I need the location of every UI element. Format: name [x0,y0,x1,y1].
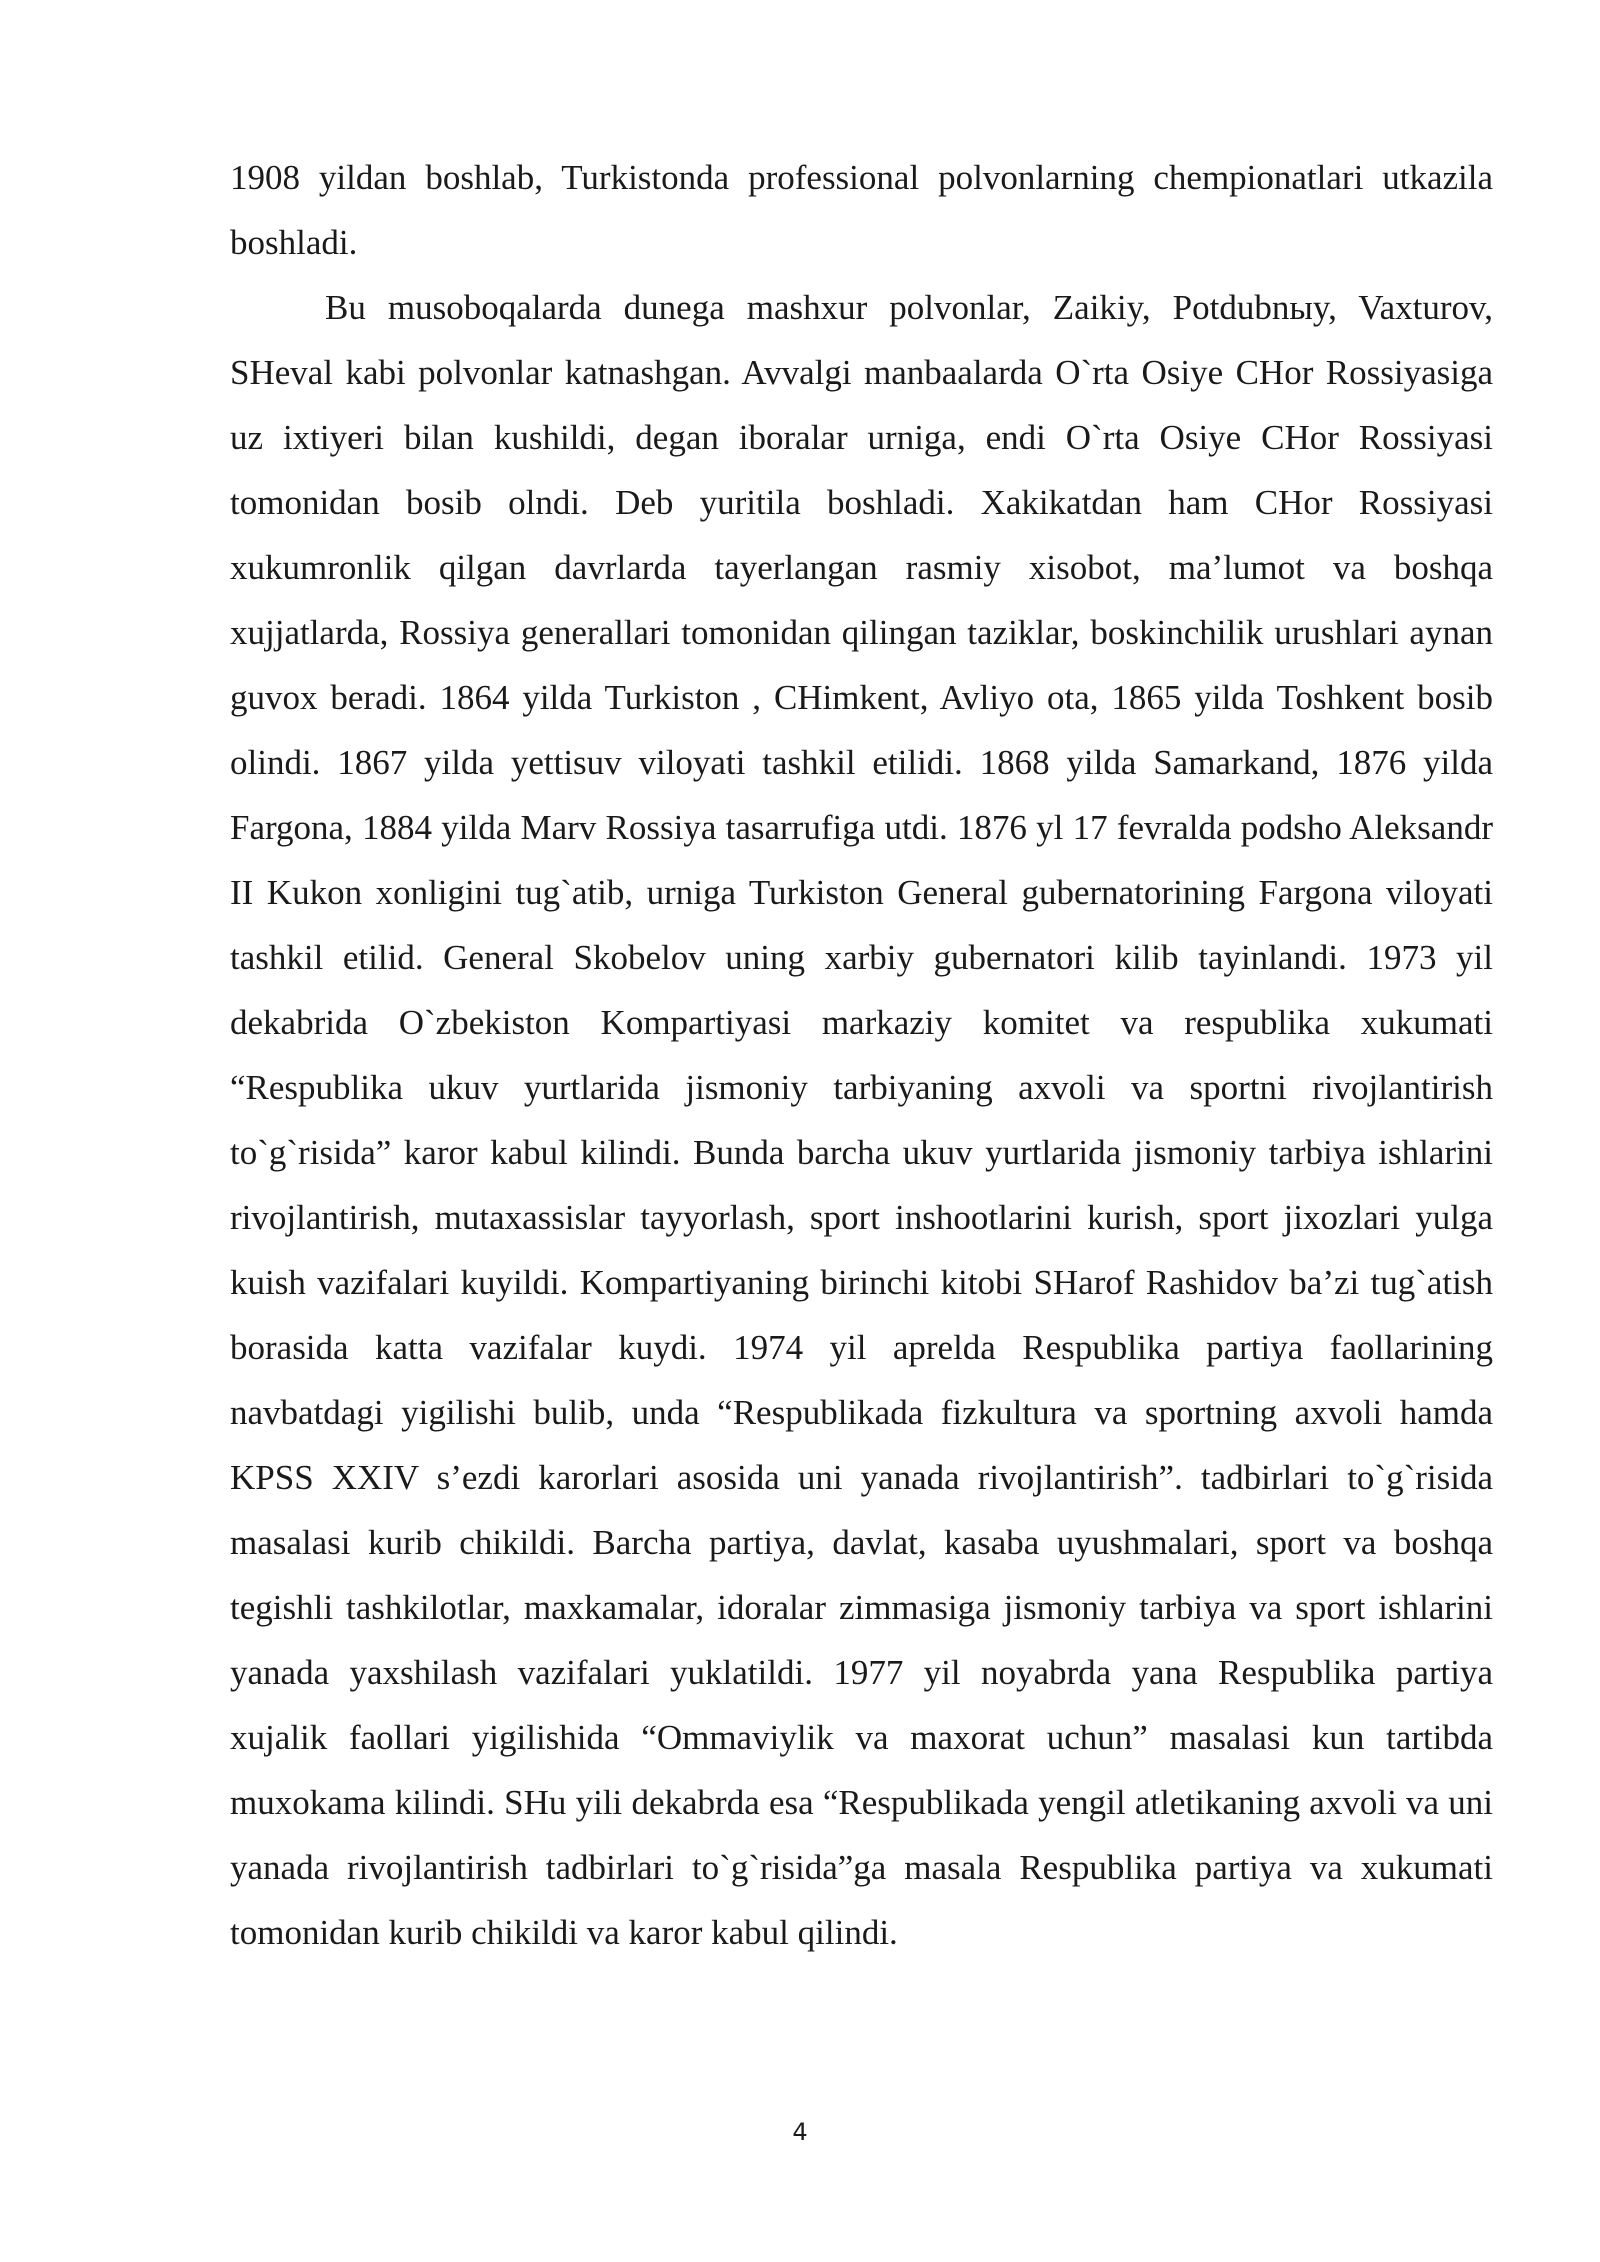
paragraph-intro: 1908 yildan boshlab, Turkistonda professional polvonlarning chempionatlari utkazila boshladi. [230,158,1493,262]
paragraph-main: Bu musoboqalarda dunega mashxur polvonlar, Zaikiy, Potdubnыy, Vaxturov, SHeval kabi polvonlar katnashgan. Avvalgi manbaalarda O`rta Osiye CHor Rossiyasiga uz ixtiyeri bilan kushildi, degan iboralar urniga, endi O`rta Osiye CHor Rossiyasi tomonidan bosib olndi. Deb yuritila boshladi. Xakikatdan ham CHor Rossiyasi xukumronlik qilgan davrlarda tayerlangan rasmiy xisobot, ma’lumot va boshqa xujjatlarda, Rossiya generallari tomonidan qilingan taziklar, boskinchilik urushlari aynan guvox beradi. 1864 yilda Turkiston , CHimkent, Avliyo ota, 1865 yilda Toshkent bosib olindi. 1867 yilda yettisuv viloyati tashkil etilidi. 1868 yilda Samarkand, 1876 yilda Fargona, 1884 yilda Marv Rossiya tasarrufiga utdi. 1876 yl 17 fevralda podsho Aleksandr II Kukon xonligini tug`atib, urniga Turkiston General gubernatorining Fargona viloyati tashkil etilid. General Skobelov uning xarbiy gubernatori kilib tayinlandi. 1973 yil dekabrida O`zbekiston Kompartiyasi markaziy komitet va respublika xukumati “Respublika ukuv yurtlarida jismoniy tarbiyaning axvoli va sportni rivojlantirish to`g`risida” karor kabul kilindi. Bunda barcha ukuv yurtlarida jismoniy tarbiya ishlarini rivojlantirish, mutaxassislar tayyorlash, sport inshootlarini kurish, sport jixozlari yulga kuish vazifalari kuyildi. Kompartiyaning birinchi kitobi SHarof Rashidov ba’zi tug`atish borasida katta vazifalar kuydi. 1974 yil aprelda Respublika partiya faollarining navbatdagi yigilishi bulib, unda “Respublikada fizkultura va sportning axvoli hamda KPSS XXIV s’ezdi karorlari asosida uni yanada rivojlantirish”. tadbirlari to`g`risida masalasi kurib chikildi. Barcha partiya, davlat, kasaba uyushmalari, sport va boshqa tegishli tashkilotlar, maxkamalar, idoralar zimmasiga jismoniy tarbiya va sport ishlarini yanada yaxshilash vazifalari yuklatildi. 1977 yil noyabrda yana Respublika partiya xujalik faollari yigilishida “Ommaviylik va maxorat uchun” masalasi kun tartibda muxokama kilindi. SHu yili dekabrda esa “Respublikada yengil atletikaning axvoli va uni yanada rivojlantirish tadbirlari to`g`risida”ga masala Respublika partiya va xukumati tomonidan kurib chikildi va karor kabul qilindi. [230,288,1493,1952]
page-number: 4 [792,2118,808,2146]
body-text [230,145,1493,1965]
